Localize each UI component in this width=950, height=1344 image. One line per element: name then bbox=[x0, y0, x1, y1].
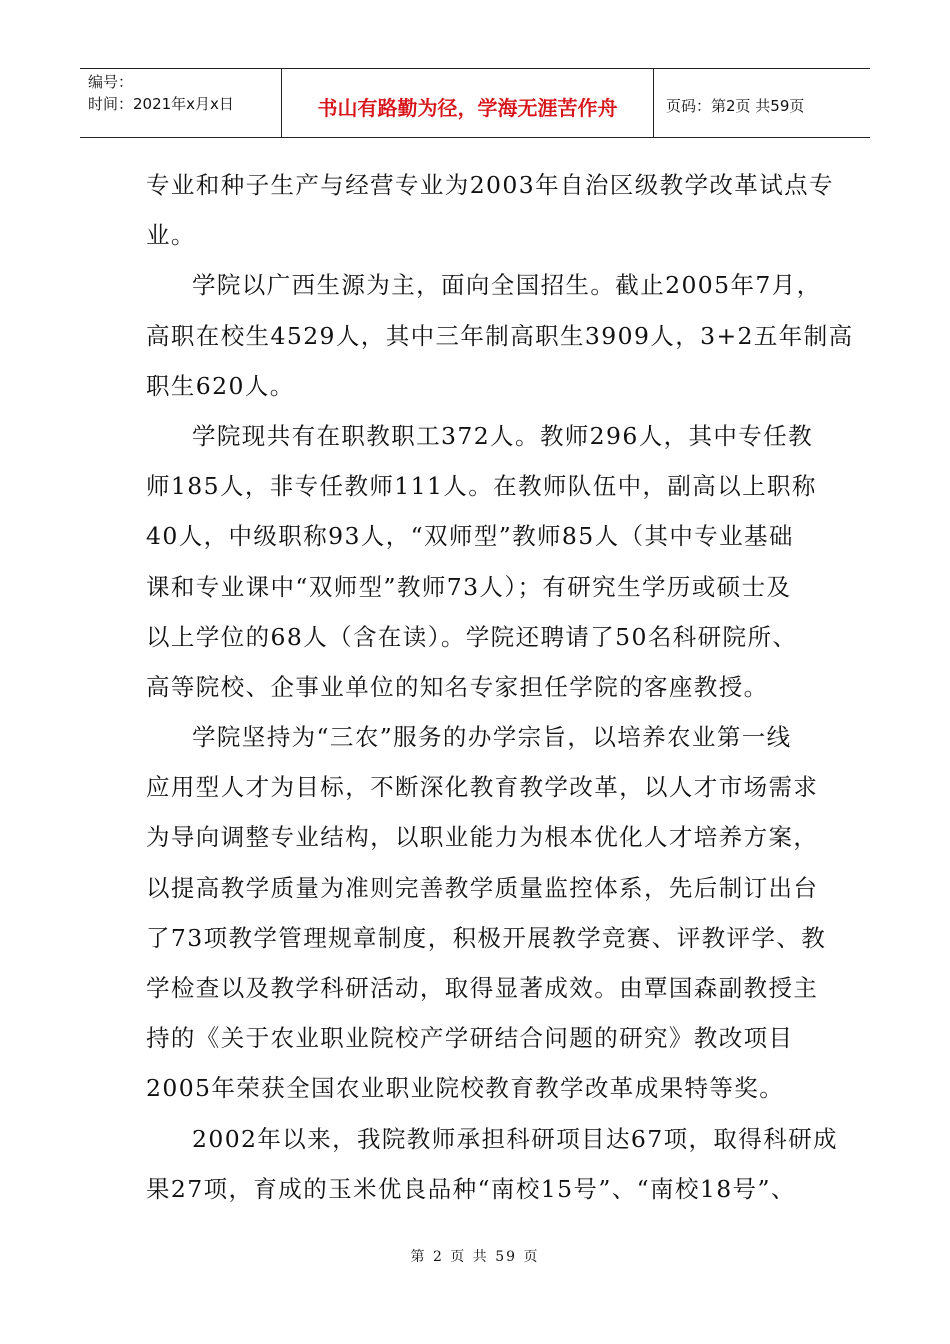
body-line: 以提高教学质量为准则完善教学质量监控体系，先后制订出台 bbox=[146, 873, 819, 902]
page-footer: 第 2 页 共 59 页 bbox=[410, 1249, 540, 1265]
header-page-cell bbox=[654, 69, 870, 137]
body-line: 应用型人才为目标，不断深化教育教学改革，以人才市场需求 bbox=[146, 773, 819, 802]
body-line: 课和专业课中“双师型”教师73人）；有研究生学历或硕士及 bbox=[146, 572, 792, 601]
body-line: 40人，中级职称93人，“双师型”教师85人（其中专业基础 bbox=[146, 522, 794, 551]
document-body bbox=[146, 160, 854, 1214]
page-header bbox=[80, 68, 870, 138]
body-line: 为导向调整专业结构，以职业能力为根本优化人才培养方案， bbox=[146, 823, 819, 852]
document-number-label: 编号： bbox=[88, 73, 134, 91]
body-line: 师185人，非专任教师111人。在教师队伍中，副高以上职称 bbox=[146, 472, 817, 501]
body-line: 学院现共有在职教职工372人。教师296人，其中专任教 bbox=[192, 421, 814, 450]
body-line: 以上学位的68人（含在读）。学院还聘请了50名科研院所、 bbox=[146, 622, 798, 651]
body-line: 学院以广西生源为主，面向全国招生。截止2005年7月， bbox=[192, 271, 822, 300]
body-line: 果27项，育成的玉米优良品种“南校15号”、“南校18号”、 bbox=[146, 1174, 796, 1203]
header-motto-cell bbox=[282, 69, 654, 137]
body-line: 2005年荣获全国农业职业院校教育教学改革成果特等奖。 bbox=[146, 1074, 785, 1103]
body-line: 职生620人。 bbox=[146, 371, 295, 400]
body-line: 了73项教学管理规章制度，积极开展教学竞赛、评教评学、教 bbox=[146, 923, 827, 952]
document-date-label: 时间：2021年x月x日 bbox=[88, 95, 234, 113]
body-line: 高等院校、企事业单位的知名专家担任学院的客座教授。 bbox=[146, 672, 769, 701]
header-motto: 书山有路勤为径，学海无涯苦作舟 bbox=[317, 95, 618, 120]
body-line: 学院坚持为“三农”服务的办学宗旨，以培养农业第一线 bbox=[192, 723, 792, 752]
body-line: 高职在校生4529人，其中三年制高职生3909人，3+2五年制高 bbox=[146, 321, 854, 350]
header-page-info: 页码：第2页 共59页 bbox=[666, 96, 805, 115]
body-line: 2002年以来，我院教师承担科研项目达67项，取得科研成 bbox=[192, 1124, 838, 1153]
header-meta-cell bbox=[80, 69, 282, 137]
body-line: 业。 bbox=[146, 221, 196, 250]
body-line: 持的《关于农业职业院校产学研结合问题的研究》教改项目 bbox=[146, 1024, 794, 1053]
body-line: 学检查以及教学科研活动，取得显著成效。由覃国森副教授主 bbox=[146, 974, 819, 1002]
body-line: 专业和种子生产与经营专业为2003年自治区级教学改革试点专 bbox=[146, 171, 834, 199]
